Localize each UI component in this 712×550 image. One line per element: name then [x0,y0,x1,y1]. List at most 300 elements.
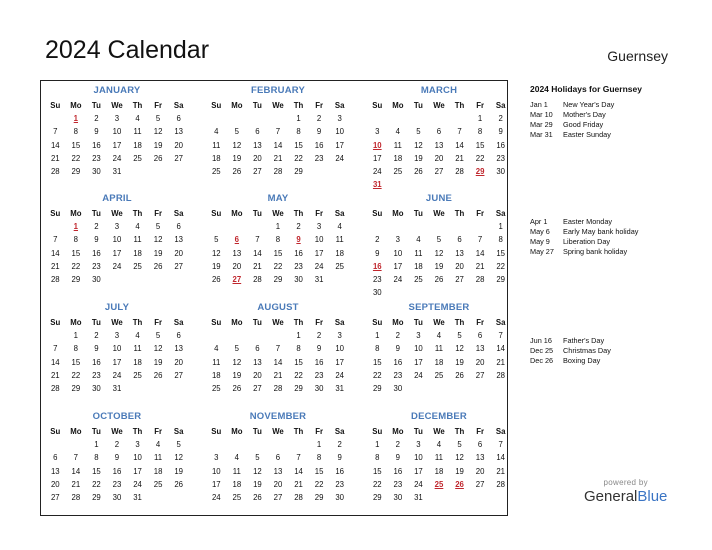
blank-cell [45,112,66,125]
day-cell: 23 [393,479,403,489]
day-cell: 5 [155,331,161,341]
weekday-header: Sa [495,101,506,110]
blank-cell [388,112,409,125]
day-cell: 19 [174,466,183,476]
day-cell: 30 [92,274,101,284]
day-cell: 31 [335,383,344,393]
day-cell: 2 [316,331,322,341]
blank-cell [206,329,227,342]
day-cell: 30 [314,383,324,393]
day-cell: 31 [314,274,324,284]
day-cell: 6 [53,453,58,463]
month-april [45,191,189,286]
day-cell: 10 [335,344,344,354]
day-cell: 25 [414,274,423,284]
day-cell: 20 [434,153,444,163]
day-cell: 21 [294,479,303,489]
day-cell: 9 [94,344,99,354]
day-cell: 6 [255,344,260,354]
day-cell: 8 [73,127,79,137]
day-cell: 21 [253,261,262,271]
day-cell: 24 [335,153,344,163]
day-cell: 27 [232,274,242,284]
day-cell: 9 [337,453,342,463]
holiday-date: Mar 31 [530,130,553,139]
day-cell: 1 [73,331,79,341]
day-cell: 12 [232,140,242,150]
blank-cell [247,329,268,342]
day-cell: 20 [174,357,183,367]
day-cell: 11 [133,235,142,245]
day-cell: 2 [296,222,301,232]
day-cell: 22 [273,261,283,271]
day-cell: 20 [253,153,262,163]
day-cell: 16 [294,248,303,258]
day-cell: 25 [434,479,444,489]
month-grid [206,207,350,286]
day-cell: 15 [294,357,303,367]
day-cell: 26 [434,274,444,284]
day-cell: 28 [50,274,60,284]
day-cell: 12 [211,248,221,258]
weekday-header: Su [211,209,222,218]
day-cell: 7 [73,453,79,463]
day-cell: 24 [133,479,142,489]
day-cell: 5 [214,235,219,245]
day-cell: 10 [393,248,403,258]
holiday-row [530,356,700,366]
day-cell: 28 [496,370,505,380]
day-cell: 7 [255,235,260,245]
month-name: MARCH [420,85,458,96]
day-cell: 23 [314,153,324,163]
day-cell: 26 [232,383,242,393]
blank-cell [367,220,388,233]
day-cell: 20 [273,479,283,489]
day-cell: 3 [416,440,421,450]
blank-cell [247,220,268,233]
weekday-header: Fr [476,427,484,436]
day-cell: 18 [434,357,444,367]
day-cell: 2 [94,331,99,341]
day-cell: 23 [372,274,382,284]
day-cell: 20 [174,140,183,150]
day-cell: 21 [273,153,283,163]
blank-cell [206,112,227,125]
weekday-header: Sa [334,209,345,218]
day-cell: 4 [416,235,421,245]
holiday-row [530,217,700,227]
month-grid [367,316,511,395]
day-cell: 28 [273,383,283,393]
day-cell: 25 [232,492,242,502]
month-name: AUGUST [257,302,299,313]
day-cell: 21 [71,479,81,489]
day-cell: 24 [112,153,122,163]
holiday-name: Early May bank holiday [563,227,639,236]
holiday-row [530,120,700,130]
day-cell: 23 [496,153,505,163]
day-cell: 3 [375,127,380,137]
holiday-date: May 27 [530,247,554,256]
blank-cell [288,438,309,451]
day-cell: 15 [71,248,81,258]
blank-cell [227,438,248,451]
day-cell: 23 [335,479,344,489]
holiday-name: Christmas Day [563,346,611,355]
day-cell: 11 [414,248,423,258]
holiday-date: Mar 29 [530,120,553,129]
day-cell: 29 [475,166,485,176]
weekday-header: Tu [91,427,101,436]
day-cell: 14 [496,453,505,463]
day-cell: 13 [232,248,242,258]
day-cell: 25 [211,166,221,176]
holiday-group [530,217,700,257]
day-cell: 26 [232,166,242,176]
day-cell: 1 [73,114,79,124]
day-cell: 10 [112,127,122,137]
day-cell: 26 [455,479,464,489]
day-cell: 5 [234,127,240,137]
day-cell: 4 [135,114,140,124]
day-cell: 13 [475,453,485,463]
day-cell: 25 [434,370,444,380]
weekday-header: Fr [315,427,323,436]
day-cell: 14 [50,357,60,367]
weekday-header: Mo [231,427,243,436]
day-cell: 30 [393,492,403,502]
holiday-row [530,130,700,140]
day-cell: 2 [337,440,342,450]
day-cell: 6 [436,127,442,137]
day-cell: 21 [273,370,283,380]
weekday-header: Tu [413,427,423,436]
day-cell: 29 [314,492,324,502]
day-cell: 15 [475,140,485,150]
weekday-header: Tu [413,101,423,110]
day-cell: 24 [372,166,382,176]
weekday-header: Sa [495,318,506,327]
month-october [45,409,189,504]
holiday-row [530,227,700,237]
day-cell: 21 [455,153,464,163]
weekday-header: We [111,101,123,110]
holiday-date: Dec 25 [530,346,554,355]
day-cell: 17 [335,357,344,367]
weekday-header: Fr [476,101,484,110]
day-cell: 23 [92,261,101,271]
day-cell: 1 [275,222,281,232]
day-cell: 4 [337,222,342,232]
day-cell: 30 [112,492,122,502]
day-cell: 16 [393,466,403,476]
day-cell: 24 [393,274,403,284]
weekday-header: Mo [70,427,82,436]
day-cell: 21 [50,370,60,380]
month-february [206,83,350,178]
day-cell: 11 [335,235,344,245]
weekday-header: Fr [154,427,162,436]
day-cell: 1 [94,440,99,450]
weekday-header: Th [132,101,143,110]
day-cell: 2 [498,114,503,124]
day-cell: 2 [375,235,380,245]
day-cell: 30 [372,288,382,298]
day-cell: 5 [155,222,161,232]
month-name: NOVEMBER [249,411,307,422]
day-cell: 25 [335,261,344,271]
weekday-header: Mo [392,427,404,436]
month-grid [45,425,189,504]
holiday-date: Jun 16 [530,336,552,345]
day-cell: 19 [211,261,221,271]
day-cell: 11 [393,140,402,150]
day-cell: 9 [375,248,380,258]
blank-cell [45,329,66,342]
weekday-header: Mo [70,209,82,218]
day-cell: 6 [477,440,483,450]
day-cell: 14 [253,248,262,258]
month-grid [45,99,189,178]
blank-cell [367,112,388,125]
day-cell: 20 [253,370,262,380]
day-cell: 7 [53,235,58,245]
day-cell: 3 [114,331,120,341]
page-title: 2024 Calendar [45,36,210,64]
day-cell: 13 [253,140,262,150]
day-cell: 1 [498,222,503,232]
weekday-header: Fr [476,318,484,327]
day-cell: 26 [174,479,183,489]
day-cell: 24 [335,370,344,380]
weekday-header: Mo [70,318,82,327]
day-cell: 3 [337,331,342,341]
day-cell: 2 [94,114,99,124]
day-cell: 16 [335,466,344,476]
weekday-header: Th [132,209,143,218]
day-cell: 19 [232,153,242,163]
powered-by-text: powered by [603,478,648,487]
day-cell: 4 [395,127,401,137]
day-cell: 14 [455,140,464,150]
country-label: Guernsey [607,48,668,64]
day-cell: 14 [71,466,81,476]
day-cell: 8 [375,344,380,354]
weekday-header: Th [293,318,304,327]
day-cell: 16 [92,140,101,150]
day-cell: 9 [395,453,401,463]
day-cell: 9 [94,235,99,245]
brand-name-general: General [584,488,638,505]
day-cell: 4 [155,440,161,450]
month-january [45,83,189,178]
day-cell: 29 [71,383,81,393]
month-grid [367,425,511,504]
day-cell: 10 [372,140,382,150]
weekday-header: Tu [252,427,262,436]
day-cell: 4 [234,453,240,463]
day-cell: 7 [477,235,483,245]
holiday-name: Good Friday [563,120,604,129]
day-cell: 6 [176,222,181,232]
day-cell: 17 [372,153,382,163]
day-cell: 6 [457,235,462,245]
blank-cell [45,438,66,451]
day-cell: 10 [414,344,423,354]
day-cell: 9 [296,235,301,245]
day-cell: 6 [234,235,240,245]
day-cell: 5 [436,235,442,245]
weekday-header: We [272,101,284,110]
calendar-frame [40,80,508,516]
day-cell: 31 [372,180,382,190]
day-cell: 7 [498,331,503,341]
day-cell: 17 [211,479,221,489]
day-cell: 15 [496,248,505,258]
day-cell: 18 [414,261,423,271]
day-cell: 18 [133,248,142,258]
day-cell: 19 [414,153,423,163]
holiday-name: Spring bank holiday [563,247,628,256]
month-name: APRIL [102,193,132,204]
day-cell: 1 [477,114,483,124]
day-cell: 21 [50,153,60,163]
day-cell: 24 [414,370,423,380]
day-cell: 14 [496,344,505,354]
holiday-name: Father's Day [563,336,605,345]
day-cell: 18 [211,153,221,163]
day-cell: 12 [455,453,464,463]
weekday-header: We [272,209,284,218]
day-cell: 28 [294,492,303,502]
day-cell: 28 [253,274,262,284]
day-cell: 15 [71,140,81,150]
day-cell: 29 [372,383,382,393]
holiday-name: Liberation Day [563,237,611,246]
month-name: MAY [267,193,289,204]
day-cell: 16 [92,248,101,258]
holiday-date: Dec 26 [530,356,554,365]
day-cell: 17 [335,140,344,150]
day-cell: 12 [253,466,262,476]
weekday-header: Su [372,318,383,327]
day-cell: 9 [114,453,120,463]
day-cell: 4 [214,344,219,354]
day-cell: 19 [232,370,242,380]
month-september [367,300,511,395]
day-cell: 22 [496,261,505,271]
day-cell: 5 [457,440,462,450]
day-cell: 22 [92,479,101,489]
month-grid [367,207,511,299]
month-name: OCTOBER [92,411,142,422]
day-cell: 18 [153,466,163,476]
day-cell: 28 [50,166,60,176]
day-cell: 10 [314,235,324,245]
day-cell: 8 [316,453,322,463]
blank-cell [45,220,66,233]
day-cell: 4 [135,222,140,232]
month-grid [45,207,189,286]
day-cell: 5 [234,344,240,354]
month-grid [45,316,189,395]
day-cell: 17 [414,466,423,476]
day-cell: 14 [50,140,60,150]
day-cell: 11 [154,453,163,463]
weekday-header: We [111,209,123,218]
day-cell: 18 [335,248,344,258]
weekday-header: Th [454,318,465,327]
blank-cell [206,220,227,233]
day-cell: 2 [316,114,322,124]
day-cell: 24 [314,261,324,271]
day-cell: 11 [133,344,142,354]
day-cell: 10 [414,453,423,463]
day-cell: 13 [174,127,183,137]
weekday-header: Tu [91,101,101,110]
day-cell: 13 [253,357,262,367]
day-cell: 12 [434,248,444,258]
day-cell: 31 [112,383,122,393]
day-cell: 15 [71,357,81,367]
day-cell: 25 [211,383,221,393]
day-cell: 26 [153,370,163,380]
day-cell: 1 [375,331,380,341]
day-cell: 12 [174,453,183,463]
day-cell: 11 [434,453,444,463]
month-grid [206,316,350,395]
weekday-header: Mo [231,209,243,218]
day-cell: 20 [475,357,485,367]
day-cell: 10 [211,466,221,476]
weekday-header: Su [50,101,61,110]
day-cell: 13 [434,140,444,150]
day-cell: 22 [475,153,485,163]
weekday-header: Tu [413,209,423,218]
holiday-name: Boxing Day [563,356,601,365]
day-cell: 28 [455,166,464,176]
blank-cell [408,112,429,125]
day-cell: 10 [112,344,122,354]
weekday-header: Th [132,318,143,327]
day-cell: 16 [314,357,324,367]
weekday-header: Tu [252,101,262,110]
day-cell: 26 [211,274,221,284]
weekday-header: Sa [334,318,345,327]
weekday-header: Sa [334,427,345,436]
blank-cell [449,112,470,125]
day-cell: 25 [133,261,142,271]
day-cell: 9 [498,127,503,137]
brand-name [584,488,667,505]
day-cell: 25 [133,153,142,163]
day-cell: 5 [176,440,181,450]
day-cell: 28 [496,479,505,489]
month-name: FEBRUARY [250,85,306,96]
holiday-row [530,336,700,346]
month-december [367,409,511,504]
holiday-group [530,336,700,366]
day-cell: 12 [153,127,163,137]
month-name: JULY [104,302,130,313]
day-cell: 13 [174,235,183,245]
day-cell: 30 [92,166,101,176]
weekday-header: Mo [392,101,404,110]
day-cell: 31 [414,492,423,502]
day-cell: 21 [50,261,60,271]
day-cell: 27 [253,383,262,393]
